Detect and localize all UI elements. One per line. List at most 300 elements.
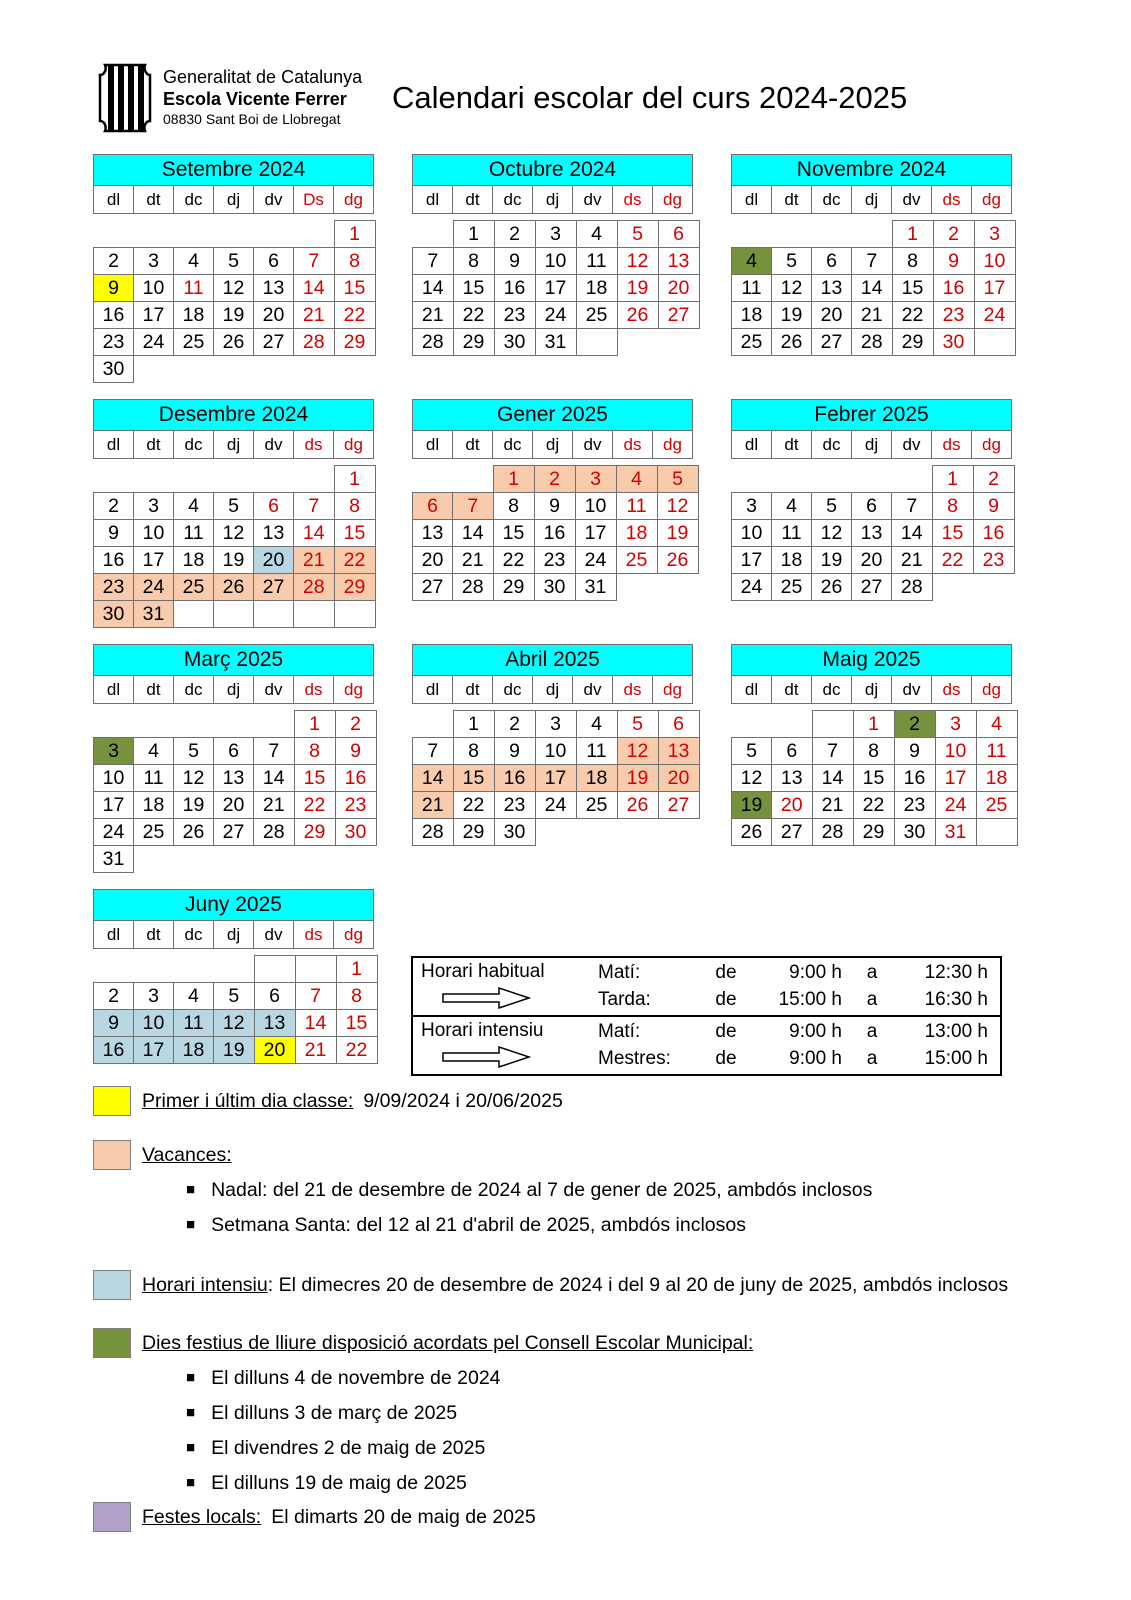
day-cell: 4	[174, 983, 214, 1010]
day-cell: 24	[134, 329, 174, 356]
day-cell: 2	[494, 711, 535, 738]
weekday-header-ds: ds	[932, 186, 972, 214]
day-cell: 11	[616, 493, 657, 520]
month-calendar	[412, 644, 693, 846]
day-cell: 12	[174, 765, 214, 792]
day-cell: 17	[974, 275, 1015, 302]
weekday-header-dl: dl	[413, 431, 453, 459]
day-cell: 27	[254, 574, 294, 601]
day-cell: 7	[413, 738, 454, 765]
blank-cell	[617, 329, 658, 356]
day-cell: 19	[214, 1037, 255, 1064]
bullet-square-icon: ■	[186, 1216, 196, 1233]
empty-day-cell	[812, 711, 853, 738]
week-row	[732, 520, 1015, 547]
day-cell: 16	[94, 1037, 134, 1064]
schedule-table	[411, 956, 1002, 1076]
day-cell: 23	[973, 547, 1014, 574]
day-cell: 24	[535, 792, 576, 819]
legend-label: Vacances:	[142, 1144, 232, 1166]
day-cell: 8	[334, 248, 375, 275]
month-days-table	[93, 710, 377, 873]
weekday-header-dj: dj	[214, 186, 254, 214]
day-cell: 17	[535, 765, 576, 792]
week-row	[94, 956, 378, 983]
weekday-header-ds: ds	[613, 431, 653, 459]
week-row	[94, 792, 377, 819]
day-cell: 9	[534, 493, 575, 520]
weekday-header-dg: dg	[653, 186, 693, 214]
day-cell: 7	[294, 248, 335, 275]
legend-bullet-item	[142, 1435, 763, 1461]
day-cell: 3	[134, 983, 174, 1010]
day-cell: 1	[334, 221, 375, 248]
blank-cell	[134, 846, 174, 873]
day-cell: 25	[134, 819, 174, 846]
day-cell: 6	[254, 493, 294, 520]
day-cell: 6	[214, 738, 254, 765]
day-cell: 19	[812, 547, 852, 574]
day-cell: 27	[772, 819, 813, 846]
schedule-group	[413, 958, 1000, 1015]
day-cell: 1	[932, 466, 973, 493]
day-cell: 5	[214, 493, 254, 520]
week-row	[94, 547, 376, 574]
day-cell: 12	[214, 275, 254, 302]
day-cell: 22	[334, 302, 375, 329]
day-cell: 11	[576, 248, 617, 275]
day-cell: 14	[294, 520, 335, 547]
week-row	[94, 846, 377, 873]
day-cell: 21	[295, 1037, 336, 1064]
day-cell: 22	[932, 547, 973, 574]
weekday-header-dv: dv	[254, 186, 294, 214]
day-cell: 18	[616, 520, 657, 547]
day-cell: 25	[174, 574, 214, 601]
day-cell: 22	[493, 547, 534, 574]
weekday-header-row	[413, 431, 693, 459]
day-cell: 1	[334, 466, 375, 493]
week-row	[94, 356, 376, 383]
month-header-table	[731, 399, 1012, 459]
week-row	[413, 819, 700, 846]
day-cell: 19	[617, 765, 658, 792]
day-cell: 21	[294, 547, 335, 574]
day-cell: 25	[576, 302, 617, 329]
blank-cell	[134, 356, 174, 383]
month-header-table	[93, 399, 374, 459]
blank-cell	[413, 466, 453, 493]
month-title: Febrer 2025	[732, 400, 1012, 431]
blank-cell	[134, 956, 174, 983]
weekday-header-ds: ds	[294, 921, 334, 949]
day-cell: 3	[94, 738, 134, 765]
day-cell: 8	[453, 248, 494, 275]
day-cell: 8	[493, 493, 534, 520]
schedule-end-time: 12:30 h	[924, 961, 988, 983]
day-cell: 20	[812, 302, 852, 329]
schedule-group	[413, 1015, 1000, 1074]
month-title: Gener 2025	[413, 400, 693, 431]
blank-cell	[658, 819, 699, 846]
day-cell: 26	[174, 819, 214, 846]
schedule-start-time: 9:00 h	[789, 1020, 842, 1042]
day-cell: 28	[294, 329, 335, 356]
day-cell: 14	[254, 765, 295, 792]
schedule-line	[598, 959, 1000, 986]
weekday-header-dt: dt	[772, 676, 812, 704]
weekday-header-dt: dt	[134, 186, 174, 214]
schedule-de: de	[715, 1047, 737, 1069]
week-row	[413, 574, 699, 601]
blank-cell	[174, 711, 214, 738]
week-row	[94, 711, 377, 738]
blank-cell	[732, 711, 772, 738]
day-cell: 20	[214, 792, 254, 819]
month-header-table	[731, 644, 1012, 704]
day-cell: 13	[772, 765, 813, 792]
day-cell: 24	[535, 302, 576, 329]
day-cell: 3	[974, 221, 1015, 248]
week-row	[94, 520, 376, 547]
day-cell: 8	[336, 983, 377, 1010]
weekday-header-dg: dg	[334, 921, 374, 949]
blank-cell	[973, 574, 1014, 601]
weekday-header-dt: dt	[134, 921, 174, 949]
day-cell: 20	[852, 547, 892, 574]
day-cell: 15	[334, 275, 375, 302]
blank-cell	[812, 221, 852, 248]
blank-cell	[453, 466, 494, 493]
day-cell: 25	[772, 574, 812, 601]
day-cell: 24	[134, 574, 174, 601]
weekday-header-dv: dv	[254, 676, 294, 704]
month-header-table	[412, 399, 693, 459]
legend-bullet-item	[142, 1400, 763, 1426]
legend-bullet-item	[142, 1177, 872, 1203]
blank-cell	[535, 819, 576, 846]
month-header-table	[93, 154, 374, 214]
week-row	[413, 493, 699, 520]
day-cell: 29	[892, 329, 933, 356]
legend-bullet-item	[142, 1470, 763, 1496]
day-cell: 20	[254, 547, 294, 574]
school-info	[163, 66, 362, 128]
blank-cell	[134, 711, 174, 738]
blank-cell	[413, 711, 454, 738]
day-cell: 30	[894, 819, 935, 846]
week-row	[732, 466, 1015, 493]
legend-color-swatch	[93, 1086, 131, 1116]
day-cell: 13	[658, 738, 699, 765]
weekday-header-dv: dv	[254, 921, 294, 949]
day-cell: 13	[254, 520, 294, 547]
day-cell: 26	[617, 302, 658, 329]
day-cell: 23	[494, 302, 535, 329]
blank-cell	[732, 466, 772, 493]
day-cell: 10	[134, 1010, 174, 1037]
legend-item	[93, 1330, 1068, 1496]
day-cell: 14	[294, 275, 335, 302]
schedule-a: a	[866, 988, 878, 1010]
day-cell: 1	[453, 711, 494, 738]
day-cell: 11	[976, 738, 1017, 765]
blank-cell	[134, 221, 174, 248]
day-cell: 5	[214, 248, 254, 275]
day-cell: 26	[657, 547, 698, 574]
day-cell: 26	[214, 329, 254, 356]
day-cell: 15	[294, 765, 335, 792]
day-cell: 9	[933, 248, 974, 275]
bullet-square-icon: ■	[186, 1439, 196, 1456]
week-row	[413, 275, 700, 302]
schedule-line	[598, 986, 1000, 1013]
day-cell: 29	[853, 819, 894, 846]
day-cell: 23	[94, 329, 134, 356]
blank-cell	[294, 221, 335, 248]
day-cell: 14	[413, 765, 454, 792]
day-cell: 16	[494, 275, 535, 302]
day-cell: 14	[413, 275, 454, 302]
day-cell: 9	[94, 520, 134, 547]
day-cell: 18	[732, 302, 772, 329]
month-calendar	[93, 889, 374, 1064]
weekday-header-ds: ds	[613, 186, 653, 214]
blank-cell	[254, 711, 295, 738]
legend-bullets	[142, 1177, 872, 1238]
day-cell: 24	[575, 547, 616, 574]
week-row	[94, 819, 377, 846]
day-cell: 13	[413, 520, 453, 547]
blank-cell	[94, 466, 134, 493]
day-cell: 4	[174, 248, 214, 275]
legend-bullet-item	[142, 1365, 763, 1391]
weekday-header-row	[94, 431, 374, 459]
day-cell: 18	[174, 1037, 214, 1064]
day-cell: 14	[453, 520, 494, 547]
day-cell: 12	[617, 738, 658, 765]
day-cell: 18	[772, 547, 812, 574]
month-days-table	[731, 465, 1015, 601]
bullet-square-icon: ■	[186, 1181, 196, 1198]
week-row	[732, 765, 1018, 792]
day-cell: 30	[933, 329, 974, 356]
weekday-header-dj: dj	[852, 186, 892, 214]
day-cell: 27	[658, 792, 699, 819]
day-cell: 31	[94, 846, 134, 873]
day-cell: 7	[812, 738, 853, 765]
day-cell: 26	[772, 329, 812, 356]
day-cell: 2	[534, 466, 575, 493]
day-cell: 9	[335, 738, 376, 765]
blank-cell	[294, 466, 335, 493]
week-row	[732, 493, 1015, 520]
day-cell: 15	[493, 520, 534, 547]
blank-cell	[214, 956, 255, 983]
day-cell: 29	[334, 574, 375, 601]
day-cell: 2	[973, 466, 1014, 493]
blank-cell	[294, 846, 335, 873]
blank-cell	[732, 221, 772, 248]
month-days-table	[412, 710, 700, 846]
day-cell: 23	[94, 574, 134, 601]
weekday-header-dj: dj	[533, 186, 573, 214]
week-row	[94, 574, 376, 601]
schedule-group-labelcell	[413, 1018, 598, 1072]
day-cell: 20	[772, 792, 813, 819]
day-cell: 2	[335, 711, 376, 738]
month-title: Juny 2025	[94, 890, 374, 921]
weekday-header-dv: dv	[892, 676, 932, 704]
day-cell: 5	[174, 738, 214, 765]
day-cell: 9	[894, 738, 935, 765]
day-cell: 11	[732, 275, 772, 302]
empty-day-cell	[974, 329, 1015, 356]
day-cell: 11	[134, 765, 174, 792]
legend-item	[93, 1088, 1068, 1116]
day-cell: 12	[214, 1010, 255, 1037]
day-cell: 23	[335, 792, 376, 819]
day-cell: 13	[254, 1010, 295, 1037]
weekday-header-dg: dg	[972, 186, 1012, 214]
day-cell: 16	[973, 520, 1014, 547]
month-calendar	[93, 644, 374, 873]
schedule-de: de	[715, 961, 737, 983]
weekday-header-dj: dj	[533, 431, 573, 459]
weekday-header-dc: dc	[812, 431, 852, 459]
bullet-square-icon: ■	[186, 1474, 196, 1491]
week-row	[732, 738, 1018, 765]
day-cell: 16	[335, 765, 376, 792]
schedule-line	[598, 1018, 1000, 1045]
week-row	[94, 466, 376, 493]
month-days-table	[412, 220, 700, 356]
day-cell: 2	[894, 711, 935, 738]
weekday-header-dj: dj	[214, 431, 254, 459]
blank-cell	[772, 466, 812, 493]
week-row	[94, 248, 376, 275]
weekday-header-dg: dg	[972, 676, 1012, 704]
month-calendar	[93, 399, 374, 628]
week-row	[413, 221, 700, 248]
day-cell: 29	[453, 329, 494, 356]
day-cell: 21	[413, 792, 454, 819]
bullet-text: Setmana Santa: del 12 al 21 d'abril de 2025, ambdós inclosos	[211, 1214, 746, 1236]
week-row	[94, 493, 376, 520]
weekday-header-dj: dj	[852, 431, 892, 459]
weekday-header-dl: dl	[732, 431, 772, 459]
legend-bullets	[142, 1365, 763, 1496]
day-cell: 12	[617, 248, 658, 275]
blank-cell	[174, 356, 214, 383]
weekday-header-dv: dv	[573, 186, 613, 214]
day-cell: 31	[535, 329, 576, 356]
day-cell: 30	[494, 819, 535, 846]
week-row	[732, 547, 1015, 574]
month-title: Desembre 2024	[94, 400, 374, 431]
day-cell: 3	[732, 493, 772, 520]
day-cell: 31	[575, 574, 616, 601]
blank-cell	[335, 846, 376, 873]
weekday-header-dl: dl	[413, 186, 453, 214]
legend-label: Horari intensiu	[142, 1274, 268, 1296]
schedule-end-time: 16:30 h	[924, 988, 988, 1010]
schedule-de: de	[715, 988, 737, 1010]
day-cell: 19	[772, 302, 812, 329]
month-calendar	[412, 154, 693, 356]
weekday-header-dj: dj	[214, 676, 254, 704]
day-cell: 21	[453, 547, 494, 574]
day-cell: 31	[134, 601, 174, 628]
day-cell: 18	[976, 765, 1017, 792]
day-cell: 15	[892, 275, 933, 302]
day-cell: 13	[812, 275, 852, 302]
weekday-header-dv: dv	[892, 186, 932, 214]
month-header-table	[93, 889, 374, 949]
day-cell: 18	[174, 547, 214, 574]
legend-text: El dimarts 20 de maig de 2025	[271, 1506, 536, 1528]
week-row	[732, 221, 1016, 248]
day-cell: 21	[892, 547, 933, 574]
day-cell: 22	[453, 792, 494, 819]
month-title: Març 2025	[94, 645, 374, 676]
weekday-header-dc: dc	[174, 676, 214, 704]
day-cell: 11	[576, 738, 617, 765]
week-row	[94, 983, 378, 1010]
day-cell: 28	[294, 574, 335, 601]
blank-cell	[214, 356, 254, 383]
weekday-header-dg: dg	[334, 431, 374, 459]
weekday-header-dc: dc	[812, 676, 852, 704]
schedule-period: Tarda:	[598, 988, 651, 1010]
month-calendar	[731, 154, 1012, 356]
day-cell: 21	[254, 792, 295, 819]
blank-cell	[658, 329, 699, 356]
day-cell: 5	[617, 711, 658, 738]
schedule-group-label: Horari habitual	[421, 961, 545, 982]
day-cell: 14	[852, 275, 893, 302]
day-cell: 10	[94, 765, 134, 792]
blank-cell	[616, 574, 657, 601]
week-row	[94, 302, 376, 329]
day-cell: 17	[535, 275, 576, 302]
day-cell: 16	[534, 520, 575, 547]
weekday-header-dv: dv	[892, 431, 932, 459]
legend-label: Dies festius de lliure disposició acordats pel Consell Escolar Municipal:	[142, 1332, 754, 1354]
weekday-header-dc: dc	[493, 186, 533, 214]
weekday-header-dc: dc	[493, 431, 533, 459]
blank-cell	[214, 466, 254, 493]
week-row	[94, 221, 376, 248]
schedule-period: Matí:	[598, 961, 641, 983]
weekday-header-ds: Ds	[294, 186, 334, 214]
day-cell: 7	[453, 493, 494, 520]
weekday-header-dc: dc	[493, 676, 533, 704]
day-cell: 20	[254, 302, 294, 329]
day-cell: 28	[413, 819, 454, 846]
day-cell: 9	[973, 493, 1014, 520]
month-days-table	[93, 955, 378, 1064]
week-row	[732, 275, 1016, 302]
weekday-header-dv: dv	[573, 431, 613, 459]
day-cell: 26	[214, 574, 254, 601]
day-cell: 5	[617, 221, 658, 248]
empty-day-cell	[576, 329, 617, 356]
day-cell: 19	[732, 792, 772, 819]
blank-cell	[334, 356, 375, 383]
day-cell: 25	[576, 792, 617, 819]
day-cell: 28	[892, 574, 933, 601]
